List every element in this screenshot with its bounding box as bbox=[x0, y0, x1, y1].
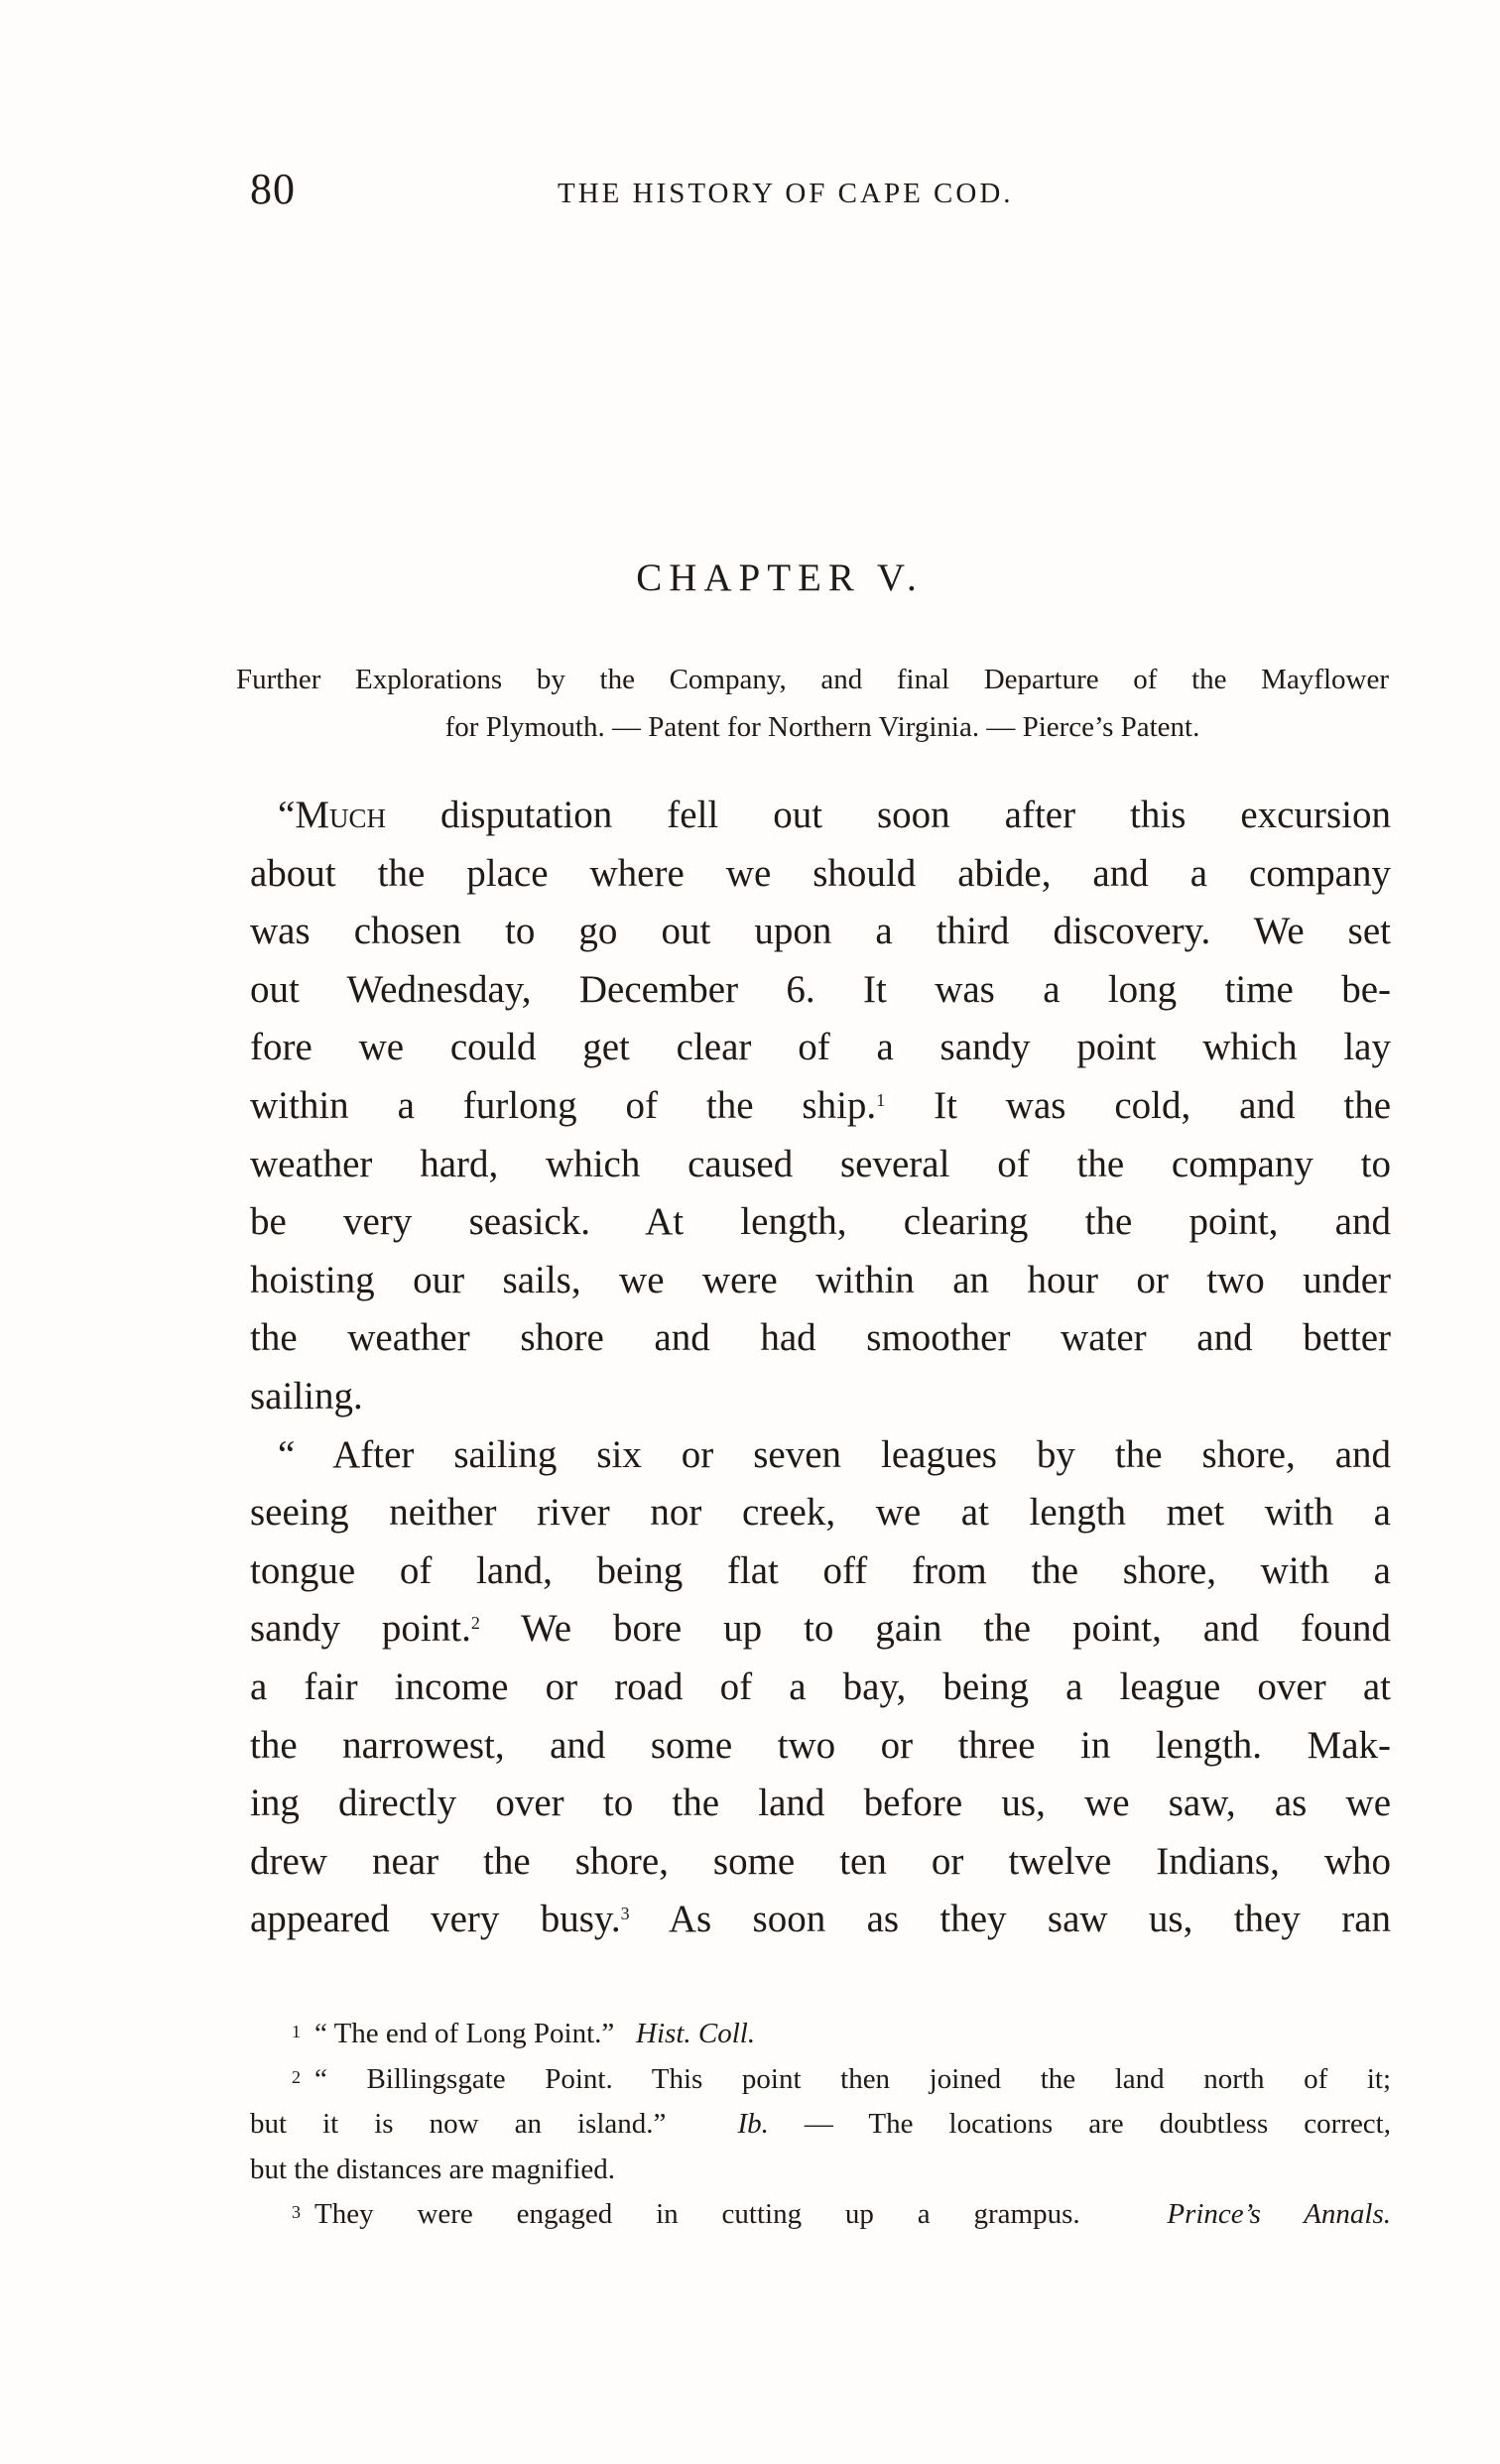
text-line: was chosen to go out upon a third discovery. We set bbox=[250, 910, 1391, 953]
footnote: $^1$ “ The end of Long Point.” Hist. Coll. bbox=[292, 2018, 756, 2049]
text-line: “ After sailing six or seven leagues by the shore, and bbox=[278, 1432, 1391, 1476]
footnote: $^3$ They were engaged in cutting up a grampus. Prince’s Annals. bbox=[292, 2198, 1392, 2230]
running-head bbox=[250, 164, 1391, 213]
page-number: 80 bbox=[250, 165, 296, 213]
text-line: about the place where we should abide, and a company bbox=[250, 851, 1391, 895]
body-text bbox=[250, 787, 1391, 1949]
paragraph bbox=[250, 1426, 1391, 1949]
text-line: within a furlong of the ship.$^1$ It was cold, and the bbox=[250, 1083, 1392, 1127]
text-line: seeing neither river nor creek, we at length met with a bbox=[250, 1491, 1391, 1535]
chapter-heading: CHAPTER V. bbox=[636, 556, 924, 599]
drop-word: Much bbox=[295, 794, 386, 836]
chapter-summary-line: for Plymouth. — Patent for Northern Virginia. — Pierce’s Patent. bbox=[444, 711, 1200, 743]
chapter-summary-line: Further Explorations by the Company, and final Departure of the Mayflower bbox=[236, 664, 1389, 695]
paragraph bbox=[250, 787, 1391, 1426]
footnote-line: but it is now an island.” Ib. — The locations are doubtless correct, bbox=[250, 2108, 1391, 2140]
footnote-number: 3 bbox=[292, 2202, 301, 2222]
text-line: fore we could get clear of a sandy point which lay bbox=[250, 1026, 1391, 1069]
running-title: THE HISTORY OF CAPE COD. bbox=[558, 178, 1014, 209]
footnotes bbox=[250, 2012, 1391, 2238]
text-line: drew near the shore, some ten or twelve Indians, who bbox=[250, 1839, 1391, 1883]
footnote-source: Hist. Coll. bbox=[636, 2018, 756, 2049]
text-line: the narrowest, and some two or three in length. Mak- bbox=[250, 1723, 1391, 1767]
footnote: $^2$ “ Billingsgate Point. This point then joined the land north of it; bbox=[292, 2062, 1391, 2095]
chapter-summary bbox=[236, 656, 1389, 751]
text-line: sandy point.$^2$ We bore up to gain the point, and found bbox=[250, 1607, 1391, 1651]
footnote-number: 2 bbox=[292, 2066, 301, 2087]
text-line: “Much disputation fell out soon after this excursion bbox=[278, 794, 1391, 836]
text-line: ing directly over to the land before us, we saw, as we bbox=[250, 1782, 1391, 1825]
text-line: tongue of land, being flat off from the shore, with a bbox=[250, 1548, 1391, 1592]
text-line: sailing. bbox=[250, 1374, 363, 1417]
footnote-number: 1 bbox=[292, 2022, 301, 2041]
text-line: be very seasick. At length, clearing the point, and bbox=[250, 1200, 1391, 1244]
text-line: hoisting our sails, we were within an hour or two under bbox=[250, 1258, 1391, 1301]
footnote-source: Prince’s Annals. bbox=[1167, 2198, 1392, 2230]
footnote-source: Ib. bbox=[737, 2108, 769, 2140]
open-quote: “ bbox=[278, 794, 296, 836]
text-line: out Wednesday, December 6. It was a long time be- bbox=[250, 967, 1391, 1011]
footnote-line: but the distances are magnified. bbox=[250, 2153, 616, 2185]
text-line: the weather shore and had smoother water and better bbox=[250, 1316, 1391, 1360]
text-line: weather hard, which caused several of the company to bbox=[250, 1142, 1391, 1185]
text-line: a fair income or road of a bay, being a league over at bbox=[250, 1664, 1391, 1708]
text-line: appeared very busy.$^3$ As soon as they saw us, they ran bbox=[250, 1898, 1392, 1941]
footnote-ref: 3 bbox=[620, 1904, 630, 1924]
footnote-ref: 2 bbox=[470, 1613, 480, 1634]
footnote-ref: 1 bbox=[876, 1089, 886, 1110]
